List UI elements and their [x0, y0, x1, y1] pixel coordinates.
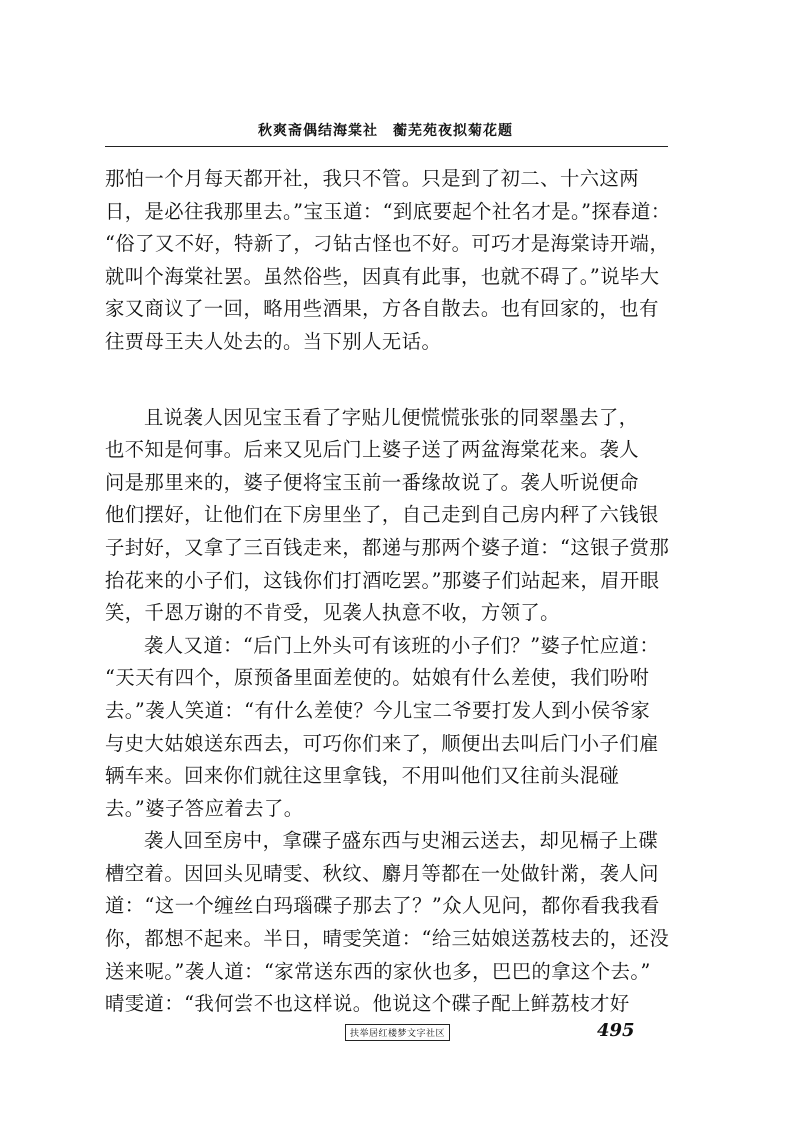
body-text	[105, 163, 675, 1021]
paragraph-gap	[105, 359, 675, 402]
text-line: 笑，千恩万谢的不肯受，见袭人执意不收，方领了。	[105, 601, 560, 625]
text-line: 去。”袭人笑道：“有什么差使？今儿宝二爷要打发人到小侯爷家	[105, 698, 651, 722]
text-line: 日，是必往我那里去。”宝玉道：“到底要起个社名才是。”探春道：	[105, 199, 671, 223]
page-number: 495	[597, 1020, 635, 1041]
text-line: 子封好，又拿了三百钱走来，都递与那两个婆子道：“这银子赏那	[105, 535, 670, 559]
text-line: “俗了又不好，特新了，刁钻古怪也不好。可巧才是海棠诗开端，	[105, 232, 670, 256]
header-divider	[105, 146, 668, 147]
text-line: 与史大姑娘送东西去，可巧你们来了，顺便出去叫后门小子们雇	[105, 731, 659, 755]
text-line: 抬花来的小子们，这钱你们打酒吃罢。”那婆子们站起来，眉开眼	[105, 568, 660, 592]
text-line: 道：“这一个缠丝白玛瑙碟子那去了？”众人见问，都你看我我看	[105, 894, 660, 918]
text-line: 也不知是何事。后来又见后门上婆子送了两盆海棠花来。袭人	[105, 438, 640, 462]
text-line: 槽空着。因回头见晴雯、秋纹、麝月等都在一处做针黹，袭人问	[105, 861, 659, 885]
text-line: 就叫个海棠社罢。虽然俗些，因真有此事，也就不碍了。”说毕大	[105, 264, 660, 288]
text-line: 问是那里来的，婆子便将宝玉前一番缘故说了。袭人听说便命	[105, 470, 640, 494]
chapter-title: 秋爽斋偶结海棠社 蘅芜苑夜拟菊花题	[258, 123, 513, 139]
text-line: 袭人回至房中，拿碟子盛东西与史湘云送去，却见槅子上碟	[144, 829, 659, 853]
text-line: 晴雯道：“我何尝不也这样说。他说这个碟子配上鲜荔枝才好	[105, 992, 630, 1016]
footer-stamp: 扶举居红楼梦文字社区	[345, 1024, 450, 1041]
text-line: “天天有四个，原预备里面差使的。姑娘有什么差使，我们吩咐	[105, 666, 650, 690]
text-line: 那怕一个月每天都开社，我只不管。只是到了初二、十六这两	[105, 167, 640, 190]
text-line: 去。”婆子答应着去了。	[105, 796, 304, 820]
text-line: 且说袭人因见宝玉看了字贴儿便慌慌张张的同翠墨去了，	[144, 405, 639, 429]
text-line: 袭人又道：“后门上外头可有该班的小子们？”婆子忙应道：	[144, 633, 660, 657]
text-line: 家又商议了一回，略用些酒果，方各自散去。也有回家的，也有	[105, 297, 659, 321]
text-line: 你，都想不起来。半日，晴雯笑道：“给三姑娘送荔枝去的，还没	[105, 927, 670, 951]
text-line: 他们摆好，让他们在下房里坐了，自己走到自己房内秤了六钱银	[105, 503, 659, 527]
text-line: 辆车来。回来你们就往这里拿钱，不用叫他们又往前头混碰	[105, 764, 620, 788]
text-line: 送来呢。”袭人道：“家常送东西的家伙也多，巴巴的拿这个去。”	[105, 959, 651, 983]
text-line: 往贾母王夫人处去的。当下别人无话。	[105, 329, 442, 353]
